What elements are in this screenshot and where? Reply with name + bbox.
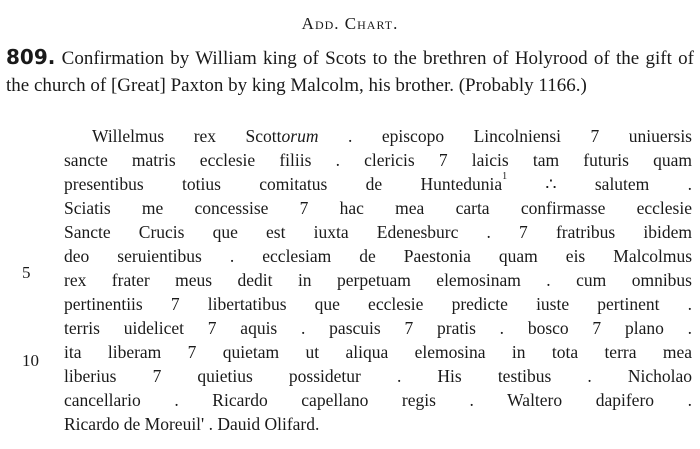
charter-line-9: terris uidelicet 7 aquis . pascuis 7 pratis . bosco 7 plano .	[64, 318, 692, 338]
line-number-10: 10	[22, 351, 39, 370]
charter-line-5: Sancte Crucis que est iuxta Edenesburc . 7 fratribus ibidem	[64, 222, 692, 242]
charter-line-7: rex frater meus dedit in perpetuam elemosinam . cum omnibus	[64, 270, 692, 290]
entry-heading	[6, 44, 694, 99]
charter-text	[64, 124, 692, 436]
charter-line-13: Ricardo de Moreuil' . Dauid Olifard.	[64, 414, 320, 434]
charter-line-1-italic: orum	[281, 126, 319, 146]
charter-line-1	[64, 124, 692, 148]
charter-line-11: liberius 7 quietius possidetur . His testibus . Nicholao	[64, 366, 692, 386]
charter-line-12: cancellario . Ricardo capellano regis . Waltero dapifero .	[64, 390, 692, 410]
charter-line-3-start: presentibus totius comitatus de Huntedunia	[64, 174, 503, 194]
footnote-marker: 1	[502, 171, 508, 182]
charter-line-1-start: Willelmus rex Scott	[92, 126, 282, 146]
charter-line-2: sancte matris ecclesie filiis . clericis 7 laicis tam futuris quam	[64, 150, 692, 170]
charter-line-1-end: . episcopo Lincolniensi 7 uniuersis	[318, 126, 692, 146]
charter-line-3	[64, 172, 692, 196]
line-number-5: 5	[22, 263, 31, 282]
charter-line-8: pertinentiis 7 libertatibus que ecclesie predicte iuste pertinent .	[64, 294, 692, 314]
page-header: Add. Chart.	[301, 14, 399, 33]
charter-line-3-end: ∴ salutem .	[507, 174, 692, 194]
charter-line-4: Sciatis me concessise 7 hac mea carta confirmasse ecclesie	[64, 198, 692, 218]
entry-number: 809.	[6, 45, 56, 69]
entry-heading-text: Confirmation by William king of Scots to the brethren of Holyrood of the gift of the church of [Great] Paxton by king Malcolm, his brother. (Probably 1166.)	[6, 48, 694, 96]
charter-line-10: ita liberam 7 quietam ut aliqua elemosina in tota terra mea	[64, 342, 692, 362]
charter-line-6: deo seruientibus . ecclesiam de Paestonia quam eis Malcolmus	[64, 246, 692, 266]
